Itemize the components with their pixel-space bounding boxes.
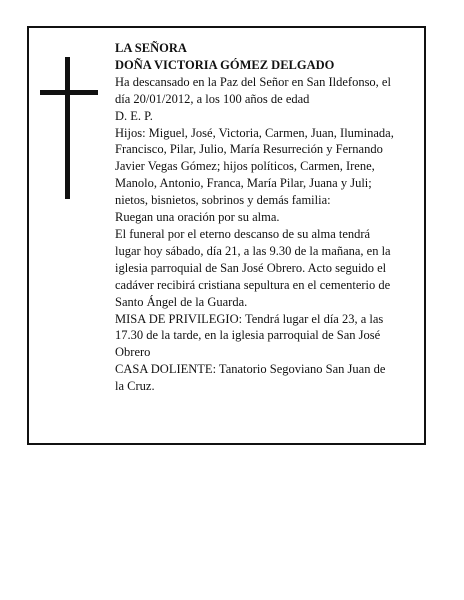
notice-line: Manolo, Antonio, Franca, María Pilar, Juana y Juli; <box>115 176 372 191</box>
notice-line: El funeral por el eterno descanso de su alma tendrá <box>115 226 371 241</box>
cross-horizontal-bar <box>40 90 98 95</box>
notice-line: CASA DOLIENTE: Tanatorio Segoviano San Juan de <box>115 362 386 377</box>
notice-line: día 20/01/2012, a los 100 años de edad <box>115 91 310 106</box>
deceased-name: DOÑA VICTORIA GÓMEZ DELGADO <box>115 57 335 72</box>
notice-line: Santo Ángel de la Guarda. <box>115 294 248 309</box>
latin-cross-icon <box>40 57 98 199</box>
notice-line: 17.30 de la tarde, en la iglesia parroquial de San José <box>115 328 381 343</box>
notice-text <box>115 40 418 395</box>
notice-line: lugar hoy sábado, día 21, a las 9.30 de la mañana, en la <box>115 243 391 258</box>
notice-line: iglesia parroquial de San José Obrero. Acto seguido el <box>115 260 387 275</box>
notice-line: Francisco, Pilar, Julio, María Resurreción y Fernando <box>115 142 383 157</box>
notice-line: cadáver recibirá cristiana sepultura en el cementerio de <box>115 277 391 292</box>
notice-line: la Cruz. <box>115 379 155 394</box>
notice-line: Obrero <box>115 345 151 360</box>
obituary-notice <box>27 26 426 445</box>
notice-line: Ruegan una oración por su alma. <box>115 210 280 225</box>
notice-line: nietos, bisnietos, sobrinos y demás familia: <box>115 193 331 208</box>
notice-line: MISA DE PRIVILEGIO: Tendrá lugar el día 23, a las <box>115 311 384 326</box>
notice-heading-title: LA SEÑORA <box>115 41 187 55</box>
cross-vertical-bar <box>65 57 70 199</box>
notice-line: Ha descansado en la Paz del Señor en San Ildefonso, el <box>115 74 391 89</box>
notice-line: D. E. P. <box>115 108 153 123</box>
notice-line: Hijos: Miguel, José, Victoria, Carmen, Juan, Iluminada, <box>115 125 394 140</box>
notice-line: Javier Vegas Gómez; hijos políticos, Carmen, Irene, <box>115 159 375 174</box>
